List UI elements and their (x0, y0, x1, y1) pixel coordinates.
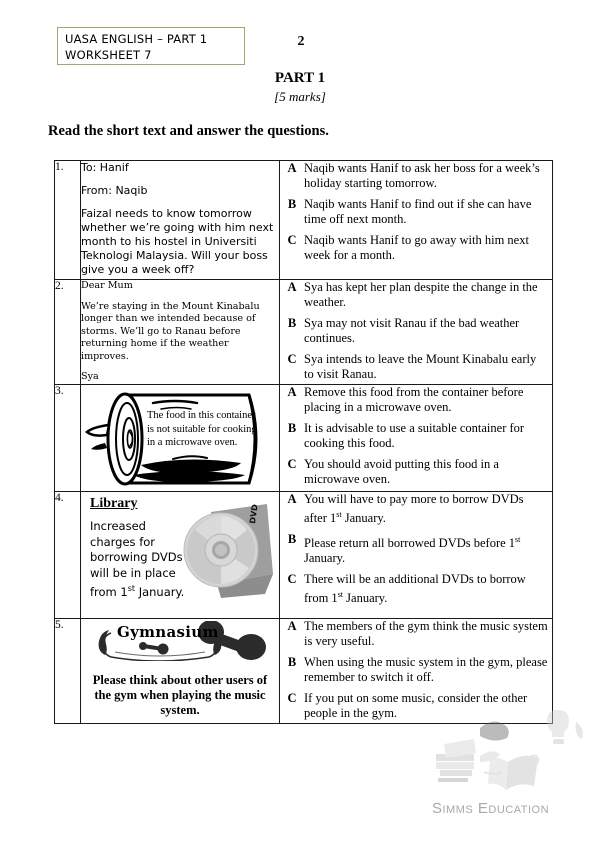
question-options (280, 385, 553, 492)
option-text-after: January. (341, 511, 386, 526)
option-text-before: You will have to pay more to borrow DVDs after 1 (304, 492, 524, 526)
option-text: You should avoid putting this food in a microwave oven. (304, 457, 499, 486)
library-body-sup: st (127, 584, 136, 593)
option-row[interactable] (280, 197, 552, 227)
option-letter: B (287, 532, 297, 547)
question-stem (81, 385, 280, 492)
option-text: It is advisable to use a suitable container for cooking this food. (304, 421, 525, 450)
letter-signature: Sya (81, 371, 99, 382)
option-text-sup: st (336, 510, 342, 519)
option-letter: C (287, 572, 297, 587)
table-row (55, 492, 553, 619)
watermark-text: Simms Education (432, 800, 550, 817)
instruction-text: Read the short text and answer the questions. (48, 123, 329, 139)
question-number: 4. (55, 492, 81, 619)
library-body-after: January. (135, 584, 185, 599)
gymnasium-banner (91, 621, 269, 661)
option-text-before: Please return all borrowed DVDs before 1 (304, 536, 516, 551)
question-number: 5. (55, 619, 81, 724)
can-warning-text: The food in this container is not suitable for cooking in a microwave oven. (147, 410, 257, 448)
header-line-1: UASA ENGLISH – PART 1 (65, 32, 208, 46)
question-options (280, 492, 553, 619)
option-row[interactable] (280, 233, 552, 263)
option-row[interactable] (280, 352, 552, 382)
option-text-after: January. (343, 591, 388, 606)
letter-text-block (81, 280, 279, 384)
option-text-after: January. (304, 551, 346, 566)
question-number: 2. (55, 280, 81, 385)
page-number: 2 (297, 34, 305, 49)
option-text-sup: st (337, 590, 344, 600)
marks-note (240, 89, 360, 105)
gymnasium-title: Gymnasium (117, 623, 219, 641)
option-text (304, 532, 552, 566)
question-number: 3. (55, 385, 81, 492)
note-line: From: Naqib (81, 184, 148, 197)
option-letter: A (287, 161, 297, 175)
option-row[interactable] (280, 421, 552, 451)
option-letter: B (287, 421, 297, 435)
option-letter: B (287, 197, 297, 211)
option-text: Naqib wants Hanif to go away with him next week for a month. (304, 233, 529, 262)
option-text: Sya may not visit Ranau if the bad weather continues. (304, 316, 520, 345)
table-row (55, 161, 553, 280)
option-letter: A (287, 280, 297, 294)
option-letter: A (287, 492, 297, 506)
header-line-2: WORKSHEET 7 (65, 48, 152, 62)
tin-can-illustration (81, 387, 271, 491)
note-line: Faizal needs to know tomorrow whether we’re going with him next month to his hostel in Universiti Teknologi Malaysia. Will your boss give you a week off? (81, 207, 274, 276)
question-stem (81, 280, 280, 385)
option-text: Naqib wants Hanif to ask her boss for a week’s holiday starting tomorrow. (304, 161, 540, 190)
option-text (304, 572, 552, 606)
gym-caption-text: Please think about other users of the gym when playing the music system. (92, 673, 268, 717)
table-row (55, 280, 553, 385)
option-row[interactable] (280, 619, 552, 649)
table-row (55, 619, 553, 724)
option-row[interactable] (280, 316, 552, 346)
option-text: If you put on some music, consider the other people in the gym. (304, 691, 528, 720)
option-row[interactable] (280, 691, 552, 721)
letter-salutation: Dear Mum (81, 280, 133, 291)
question-options (280, 619, 553, 724)
library-heading: Library (90, 496, 138, 511)
question-stem (81, 492, 280, 619)
part-title: PART 1 (274, 70, 326, 86)
gym-notice (81, 621, 279, 717)
option-row[interactable] (280, 457, 552, 487)
question-stem (81, 161, 280, 280)
dvd-disc-icon (181, 498, 277, 608)
option-text-before: There will be an additional DVDs to borrow from 1 (304, 572, 526, 606)
option-text: Sya intends to leave the Mount Kinabalu early to visit Ranau. (304, 352, 537, 381)
option-text: The members of the gym think the music system is very useful. (304, 619, 548, 648)
marks-text: [5 marks] (274, 89, 326, 104)
option-row[interactable] (280, 280, 552, 310)
option-row[interactable] (280, 655, 552, 685)
option-text-sup: st (515, 535, 521, 545)
option-text: Sya has kept her plan despite the change in the weather. (304, 280, 538, 309)
note-line: To: Hanif (81, 161, 129, 174)
option-row[interactable] (280, 532, 552, 566)
option-letter: C (287, 233, 297, 247)
dvd-label: DVD (248, 503, 260, 525)
library-notice (81, 496, 279, 618)
option-text: Naqib wants Hanif to find out if she can have time off next month. (304, 197, 532, 226)
question-number: 1. (55, 161, 81, 280)
option-letter: C (287, 691, 297, 705)
questions-table (54, 160, 553, 724)
option-text: When using the music system in the gym, please remember to switch it off. (304, 655, 548, 684)
option-row[interactable] (280, 492, 552, 526)
option-letter: A (287, 385, 297, 399)
question-options (280, 280, 553, 385)
question-options (280, 161, 553, 280)
option-text (304, 492, 552, 526)
question-stem (81, 619, 280, 724)
option-letter: B (287, 316, 297, 330)
option-letter: C (287, 352, 297, 366)
worksheet-header-box (57, 27, 245, 65)
option-letter: B (287, 655, 297, 669)
option-row[interactable] (280, 385, 552, 415)
letter-body: We’re staying in the Mount Kinabalu longer than we intended because of storms. We’ll go to Ranau before returning home if the weather improves. (81, 300, 260, 362)
note-text-block (81, 161, 279, 277)
library-body-before: Increased charges for borrowing DVDs will be in place from 1 (90, 519, 183, 599)
library-body-text (90, 519, 186, 600)
option-row[interactable] (280, 572, 552, 606)
dvd-illustration (181, 498, 277, 613)
option-row[interactable] (280, 161, 552, 191)
option-letter: A (287, 619, 297, 633)
option-text: Remove this food from the container before placing in a microwave oven. (304, 385, 524, 414)
option-letter: C (287, 457, 297, 471)
table-row (55, 385, 553, 492)
